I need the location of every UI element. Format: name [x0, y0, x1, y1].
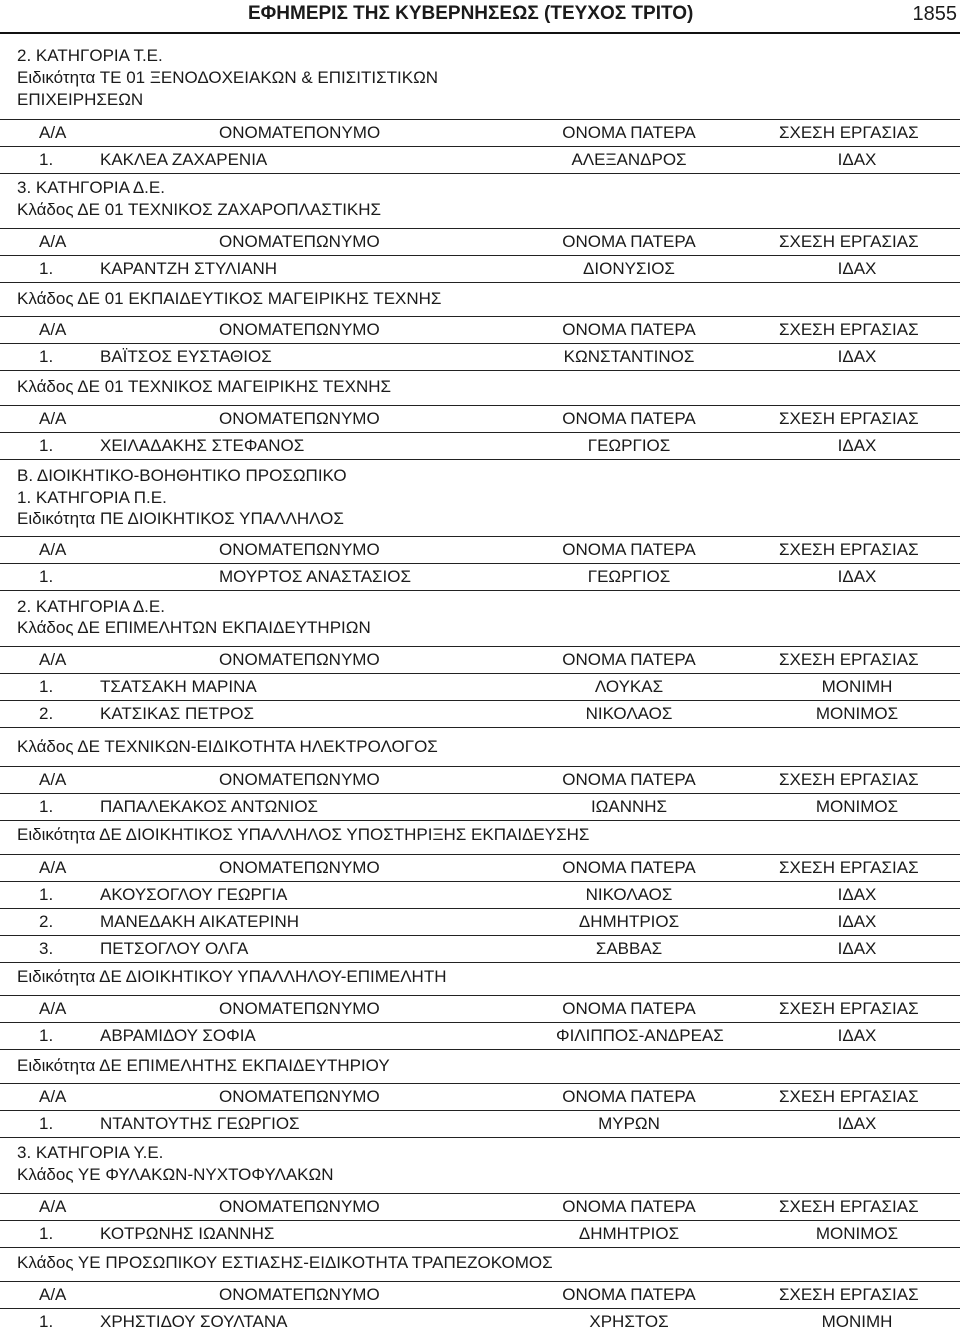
table-header: Α/Α ΟΝΟΜΑΤΕΠΩΝΥΜΟ ΟΝΟΜΑ ΠΑΤΕΡΑ ΣΧΕΣΗ ΕΡΓΑΣΙΑΣ — [0, 1083, 960, 1111]
table-row: 1. ΧΡΗΣΤΙΔΟΥ ΣΟΥΛΤΑΝΑ ΧΡΗΣΤΟΣ ΜΟΝΙΜΗ — [39, 1312, 893, 1331]
table-row: 1. ΝΤΑΝΤΟΥΤΗΣ ΓΕΩΡΓΙΟΣ ΜΥΡΩΝ ΙΔΑΧ — [0, 1111, 960, 1138]
table-header: Α/Α ΟΝΟΜΑΤΕΠΩΝΥΜΟ ΟΝΟΜΑ ΠΑΤΕΡΑ ΣΧΕΣΗ ΕΡΓΑΣΙΑΣ — [0, 854, 960, 882]
table-row: 1. ΚΑΡΑΝΤΖΗ ΣΤΥΛΙΑΝΗ ΔΙΟΝΥΣΙΟΣ ΙΔΑΧ — [0, 256, 960, 283]
table-row: 1. ΑΚΟΥΣΟΓΛΟΥ ΓΕΩΡΓΙΑ ΝΙΚΟΛΑΟΣ ΙΔΑΧ — [0, 882, 960, 909]
table-row: 1. ΚΑΚΛΕΑ ΖΑΧΑΡΕΝΙΑ ΑΛΕΞΑΝΔΡΟΣ ΙΔΑΧ — [0, 147, 960, 174]
table-row: 2. ΜΑΝΕΔΑΚΗ ΑΙΚΑΤΕΡΙΝΗ ΔΗΜΗΤΡΙΟΣ ΙΔΑΧ — [0, 909, 960, 936]
gazette-header — [0, 0, 960, 34]
table-row: 1. ΒΑΪΤΣΟΣ ΕΥΣΤΑΘΙΟΣ ΚΩΝΣΤΑΝΤΙΝΟΣ ΙΔΑΧ — [0, 344, 960, 371]
table-row: 1. ΠΑΠΑΛΕΚΑΚΟΣ ΑΝΤΩΝΙΟΣ ΙΩΑΝΝΗΣ ΜΟΝΙΜΟΣ — [0, 794, 960, 821]
table-header: Α/Α ΟΝΟΜΑΤΕΠΩΝΥΜΟ ΟΝΟΜΑ ΠΑΤΕΡΑ ΣΧΕΣΗ ΕΡΓΑΣΙΑΣ — [0, 766, 960, 794]
table-header: Α/Α ΟΝΟΜΑΤΕΠΩΝΥΜΟ ΟΝΟΜΑ ΠΑΤΕΡΑ ΣΧΕΣΗ ΕΡΓΑΣΙΑΣ — [0, 1281, 960, 1309]
table-header: Α/Α ΟΝΟΜΑΤΕΠΩΝΥΜΟ ΟΝΟΜΑ ΠΑΤΕΡΑ ΣΧΕΣΗ ΕΡΓΑΣΙΑΣ — [0, 1193, 960, 1221]
gazette-title: ΕΦΗΜΕΡΙΣ ΤΗΣ ΚΥΒΕΡΝΗΣΕΩΣ (ΤΕΥΧΟΣ ΤΡΙΤΟ) — [248, 3, 694, 24]
table-header: Α/Α ΟΝΟΜΑΤΕΠΩΝΥΜΟ ΟΝΟΜΑ ΠΑΤΕΡΑ ΣΧΕΣΗ ΕΡΓΑΣΙΑΣ — [0, 228, 960, 256]
table-header: Α/Α ΟΝΟΜΑΤΕΠΩΝΥΜΟ ΟΝΟΜΑ ΠΑΤΕΡΑ ΣΧΕΣΗ ΕΡΓΑΣΙΑΣ — [0, 995, 960, 1023]
page-number: 1855 — [912, 3, 957, 25]
table-header: Α/Α ΟΝΟΜΑΤΕΠΩΝΥΜΟ ΟΝΟΜΑ ΠΑΤΕΡΑ ΣΧΕΣΗ ΕΡΓΑΣΙΑΣ — [0, 316, 960, 344]
table-row: 1. ΑΒΡΑΜΙΔΟΥ ΣΟΦΙΑ ΦΙΛΙΠΠΟΣ-ΑΝΔΡΕΑΣ ΙΔΑΧ — [0, 1023, 960, 1050]
table-row: 3. ΠΕΤΣΟΓΛΟΥ ΟΛΓΑ ΣΑΒΒΑΣ ΙΔΑΧ — [0, 936, 960, 963]
table-row: 1. ΧΕΙΛΑΔΑΚΗΣ ΣΤΕΦΑΝΟΣ ΓΕΩΡΓΙΟΣ ΙΔΑΧ — [0, 433, 960, 460]
table-row: 1. ΜΟΥΡΤΟΣ ΑΝΑΣΤΑΣΙΟΣ ΓΕΩΡΓΙΟΣ ΙΔΑΧ — [0, 564, 960, 591]
table-header: Α/Α ΟΝΟΜΑΤΕΠΩΝΥΜΟ ΟΝΟΜΑ ΠΑΤΕΡΑ ΣΧΕΣΗ ΕΡΓΑΣΙΑΣ — [0, 536, 960, 564]
table-header: Α/Α ΟΝΟΜΑΤΕΠΟΝΥΜΟ ΟΝΟΜΑ ΠΑΤΕΡΑ ΣΧΕΣΗ ΕΡΓΑΣΙΑΣ — [0, 119, 960, 147]
table-row: 1. ΤΣΑΤΣΑΚΗ ΜΑΡΙΝΑ ΛΟΥΚΑΣ ΜΟΝΙΜΗ — [0, 674, 960, 701]
table-header: Α/Α ΟΝΟΜΑΤΕΠΩΝΥΜΟ ΟΝΟΜΑ ΠΑΤΕΡΑ ΣΧΕΣΗ ΕΡΓΑΣΙΑΣ — [0, 646, 960, 674]
table-header: Α/Α ΟΝΟΜΑΤΕΠΩΝΥΜΟ ΟΝΟΜΑ ΠΑΤΕΡΑ ΣΧΕΣΗ ΕΡΓΑΣΙΑΣ — [0, 405, 960, 433]
table-row: 2. ΚΑΤΣΙΚΑΣ ΠΕΤΡΟΣ ΝΙΚΟΛΑΟΣ ΜΟΝΙΜΟΣ — [0, 701, 960, 728]
table-row: 1. ΚΟΤΡΩΝΗΣ ΙΩΑΝΝΗΣ ΔΗΜΗΤΡΙΟΣ ΜΟΝΙΜΟΣ — [0, 1221, 960, 1248]
